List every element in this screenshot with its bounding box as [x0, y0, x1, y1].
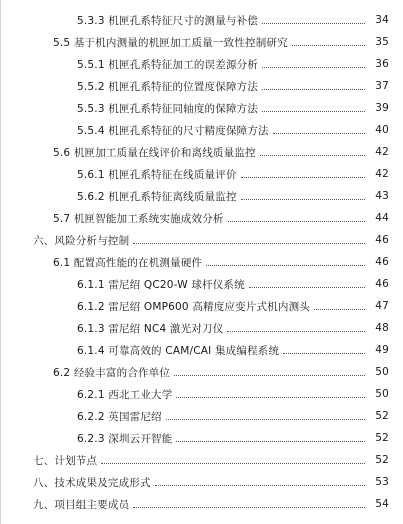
toc-dot-leader	[262, 22, 365, 24]
toc-entry-page-number: 50	[375, 366, 389, 378]
toc-dot-leader	[176, 396, 365, 398]
toc-entry[interactable]	[1, 119, 403, 141]
toc-entry[interactable]	[1, 251, 403, 273]
toc-dot-leader	[283, 352, 365, 354]
toc-entry-page-number: 35	[375, 36, 389, 48]
toc-entry-page-number: 54	[375, 498, 389, 510]
toc-entry-page-number: 42	[375, 146, 389, 158]
toc-entry-title: 5.6.2 机匣孔系特征离线质量监控	[77, 190, 237, 203]
toc-entry[interactable]	[1, 185, 403, 207]
toc-entry-title: 九、项目组主要成员	[33, 498, 130, 511]
toc-entry-title: 5.5 基于机内测量的机匣加工质量一致性控制研究	[53, 36, 288, 49]
toc-entry[interactable]	[1, 449, 403, 471]
toc-entry-title: 6.2.3 深圳云开智能	[77, 432, 173, 445]
toc-entry[interactable]	[1, 141, 403, 163]
toc-entry-title: 5.6.1 机匣孔系特征在线质量评价	[77, 168, 237, 181]
toc-dot-leader	[227, 330, 365, 332]
toc-entry-page-number: 46	[375, 278, 389, 290]
toc-entry[interactable]	[1, 163, 403, 185]
toc-dot-leader	[176, 440, 365, 442]
table-of-contents	[1, 9, 403, 515]
toc-entry-page-number: 42	[375, 168, 389, 180]
toc-entry[interactable]	[1, 361, 403, 383]
toc-entry-title: 5.5.3 机匣孔系特征同轴度的保障方法	[77, 102, 259, 115]
toc-entry-page-number: 52	[375, 454, 389, 466]
toc-entry-title: 6.1.2 雷尼绍 OMP600 高精度应变片式机内测头	[77, 300, 311, 313]
toc-entry-title: 七、计划节点	[33, 454, 98, 467]
toc-dot-leader	[262, 88, 365, 90]
toc-entry-title: 六、风险分析与控制	[33, 234, 130, 247]
toc-dot-leader	[241, 176, 365, 178]
toc-entry-page-number: 34	[375, 14, 389, 26]
toc-dot-leader	[273, 132, 365, 134]
toc-dot-leader	[133, 242, 365, 244]
toc-entry-page-number: 39	[375, 102, 389, 114]
toc-entry[interactable]	[1, 427, 403, 449]
toc-dot-leader	[241, 198, 365, 200]
toc-dot-leader	[174, 374, 365, 376]
toc-dot-leader	[262, 110, 365, 112]
toc-entry-page-number: 47	[375, 300, 389, 312]
toc-dot-leader	[101, 462, 365, 464]
toc-entry[interactable]	[1, 207, 403, 229]
toc-entry-page-number: 53	[375, 476, 389, 488]
toc-entry-page-number: 48	[375, 322, 389, 334]
toc-entry-title: 6.2 经验丰富的合作单位	[53, 366, 171, 379]
toc-entry[interactable]	[1, 295, 403, 317]
toc-entry[interactable]	[1, 31, 403, 53]
toc-entry-page-number: 43	[375, 190, 389, 202]
toc-entry-title: 八、技术成果及完成形式	[33, 476, 151, 489]
toc-entry-title: 5.5.1 机匣孔系特征加工的误差源分析	[77, 58, 259, 71]
toc-entry[interactable]	[1, 97, 403, 119]
toc-entry-page-number: 49	[375, 344, 389, 356]
toc-entry[interactable]	[1, 53, 403, 75]
toc-entry-page-number: 44	[375, 212, 389, 224]
toc-entry-page-number: 52	[375, 410, 389, 422]
toc-dot-leader	[166, 418, 365, 420]
toc-entry-page-number: 46	[375, 234, 389, 246]
toc-dot-leader	[133, 506, 365, 508]
toc-entry[interactable]	[1, 383, 403, 405]
toc-dot-leader	[260, 154, 365, 156]
toc-entry-title: 5.5.2 机匣孔系特征的位置度保障方法	[77, 80, 259, 93]
toc-entry-page-number: 46	[375, 256, 389, 268]
toc-entry[interactable]	[1, 493, 403, 515]
toc-entry[interactable]	[1, 229, 403, 251]
toc-entry-page-number: 50	[375, 388, 389, 400]
toc-entry-page-number: 36	[375, 58, 389, 70]
toc-entry[interactable]	[1, 9, 403, 31]
toc-entry-title: 6.1.4 可靠高效的 CAM/CAI 集成编程系统	[77, 344, 280, 357]
toc-entry-page-number: 37	[375, 80, 389, 92]
toc-dot-leader	[249, 286, 365, 288]
toc-dot-leader	[292, 44, 365, 46]
toc-entry-title: 6.1 配置高性能的在机测量硬件	[53, 256, 203, 269]
toc-entry-title: 5.6 机匣加工质量在线评价和离线质量监控	[53, 146, 256, 159]
toc-entry-title: 6.2.2 英国雷尼绍	[77, 410, 162, 423]
toc-entry-title: 6.1.3 雷尼绍 NC4 激光对刀仪	[77, 322, 224, 335]
toc-dot-leader	[206, 264, 365, 266]
toc-dot-leader	[262, 66, 365, 68]
toc-entry-title: 5.7 机匣智能加工系统实施成效分析	[53, 212, 224, 225]
toc-entry-page-number: 52	[375, 432, 389, 444]
toc-entry-title: 5.5.4 机匣孔系特征的尺寸精度保障方法	[77, 124, 269, 137]
toc-entry-title: 5.3.3 机匣孔系特征尺寸的测量与补偿	[77, 14, 259, 27]
toc-entry[interactable]	[1, 339, 403, 361]
toc-entry[interactable]	[1, 405, 403, 427]
toc-dot-leader	[228, 220, 365, 222]
toc-entry[interactable]	[1, 317, 403, 339]
toc-entry-page-number: 40	[375, 124, 389, 136]
toc-entry[interactable]	[1, 273, 403, 295]
toc-entry[interactable]	[1, 471, 403, 493]
toc-dot-leader	[314, 308, 365, 310]
toc-entry[interactable]	[1, 75, 403, 97]
toc-dot-leader	[155, 484, 365, 486]
toc-entry-title: 6.1.1 雷尼绍 QC20-W 球杆仪系统	[77, 278, 245, 291]
toc-entry-title: 6.2.1 西北工业大学	[77, 388, 173, 401]
